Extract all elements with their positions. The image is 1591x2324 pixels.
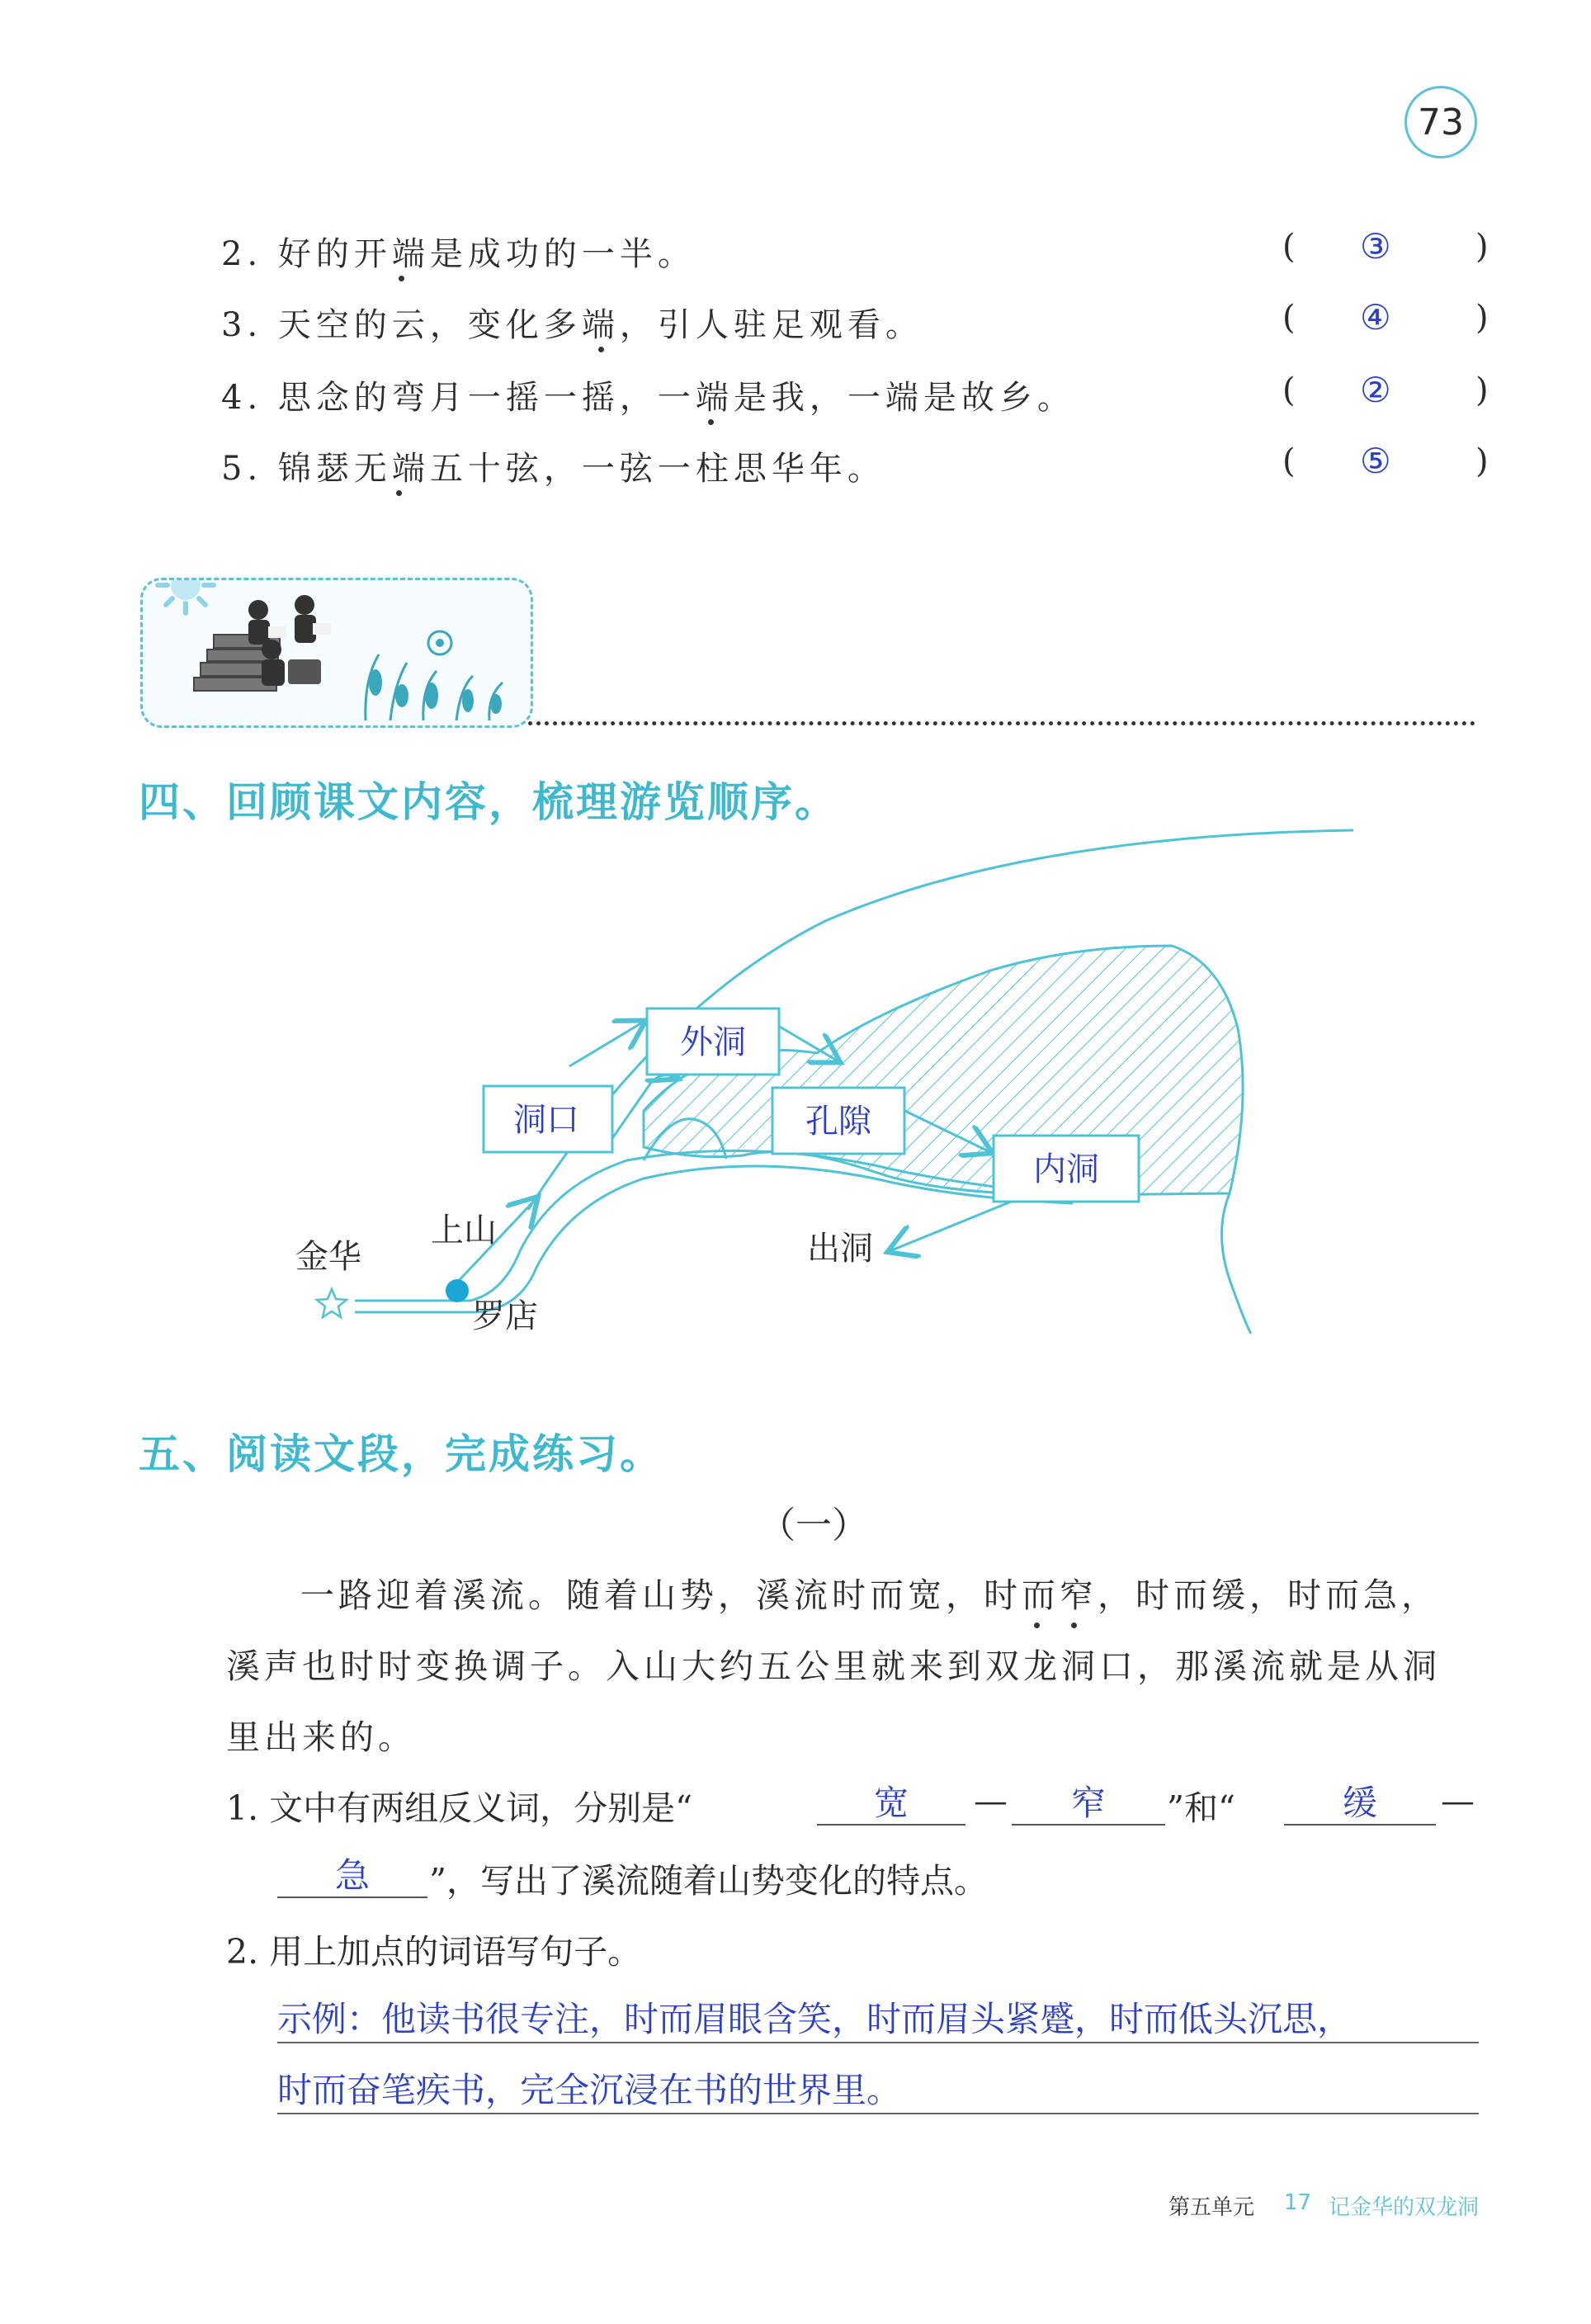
blank-answer: 窄 — [1012, 1776, 1165, 1826]
cliff-edge — [1221, 1193, 1251, 1334]
answer-mark: ⑤ — [1360, 441, 1396, 481]
paren-right: ) — [1475, 228, 1494, 266]
paren-right: ) — [1475, 299, 1494, 337]
q1-dash: — — [974, 1781, 1008, 1821]
label-luodian: 罗店 — [472, 1297, 538, 1335]
reading-illustration — [143, 580, 531, 725]
label-chudong: 出洞 — [807, 1230, 873, 1268]
question-row — [221, 431, 1492, 497]
question-row — [221, 287, 1492, 353]
paren-left: ( — [1282, 371, 1301, 409]
start-star-icon — [317, 1289, 347, 1317]
emphasis-dot — [1071, 1623, 1077, 1628]
route-diagram — [281, 822, 1386, 1350]
q1-and: ”和“ — [1167, 1788, 1235, 1828]
arrow-dongkou-waidong — [569, 1022, 644, 1066]
paren-right: ) — [1475, 371, 1494, 409]
arrow-neidong-chudong — [890, 1197, 1023, 1251]
paren-left: ( — [1282, 228, 1301, 266]
answer-mark: ② — [1360, 370, 1396, 410]
section-divider — [528, 721, 1475, 725]
answer-mark: ③ — [1360, 226, 1396, 267]
label-kongxi: 孔隙 — [805, 1103, 871, 1141]
question-text: 3. 天空的云，变化多端，引人驻足观看。 — [221, 306, 923, 344]
section-title-5: 五、阅读文段，完成练习。 — [139, 1429, 663, 1478]
footer-lesson-title: 记金华的双龙洞 — [1329, 2195, 1480, 2220]
question-text: 5. 锦瑟无端五十弦，一弦一柱思华年。 — [221, 450, 885, 488]
answer-mark: ④ — [1360, 297, 1396, 338]
emphasis-dot — [1034, 1623, 1040, 1628]
paren-left: ( — [1282, 299, 1301, 337]
section-title-4: 四、回顾课文内容，梳理游览顺序。 — [139, 777, 838, 826]
label-jinhua: 金华 — [295, 1238, 361, 1276]
answer-rule — [277, 2042, 1479, 2043]
question-text: 4. 思念的弯月一摇一摇，一端是我，一端是故乡。 — [221, 379, 1075, 417]
q2-prompt: 2. 用上加点的词语写句子。 — [226, 1932, 642, 1972]
question-row — [221, 360, 1492, 426]
emphasis-dot — [708, 419, 714, 425]
luodian-dot — [446, 1279, 469, 1302]
passage-line: 一路迎着溪流。随着山势，溪流时而宽，时而窄，时而缓，时而急， — [300, 1575, 1439, 1615]
label-shangshan: 上山 — [431, 1212, 497, 1249]
answer-rule — [277, 2113, 1479, 2114]
blank-answer: 急 — [277, 1849, 427, 1898]
paren-left: ( — [1282, 442, 1301, 480]
page-number: 73 — [1405, 86, 1477, 158]
label-dongkou: 洞口 — [513, 1101, 579, 1139]
reading-badge — [140, 578, 533, 728]
q2-answer-line: 示例：他读书很专注，时而眉眼含笑，时而眉头紧蹙，时而低头沉思， — [277, 1999, 1353, 2039]
footer-unit: 第五单元 — [1168, 2195, 1255, 2220]
question-row — [221, 216, 1492, 282]
question-text: 2. 好的开端是成功的一半。 — [221, 235, 696, 273]
emphasis-dot — [396, 490, 402, 496]
paren-right: ) — [1475, 442, 1494, 480]
q1-prefix: 1. 文中有两组反义词，分别是“ — [226, 1788, 693, 1828]
passage-subtitle: （一） — [759, 1504, 868, 1547]
passage-line: 里出来的。 — [226, 1717, 416, 1757]
label-neidong: 内洞 — [1033, 1150, 1099, 1188]
q1-suffix: ”，写出了溪流随着山势变化的特点。 — [429, 1861, 988, 1901]
q2-answer-line: 时而奋笔疾书，完全沉浸在书的世界里。 — [277, 2070, 902, 2110]
passage-line: 溪声也时时变换调子。入山大约五公里就来到双龙洞口，那溪流就是从洞 — [226, 1646, 1441, 1686]
flower-icon — [158, 580, 214, 613]
q1-dash2: — — [1441, 1781, 1475, 1821]
emphasis-dot — [399, 276, 404, 281]
blank-answer: 宽 — [817, 1776, 965, 1826]
label-waidong: 外洞 — [680, 1023, 746, 1061]
blank-answer: 缓 — [1284, 1776, 1436, 1826]
footer-lesson-num: 17 — [1284, 2190, 1312, 2215]
emphasis-dot — [598, 347, 604, 352]
